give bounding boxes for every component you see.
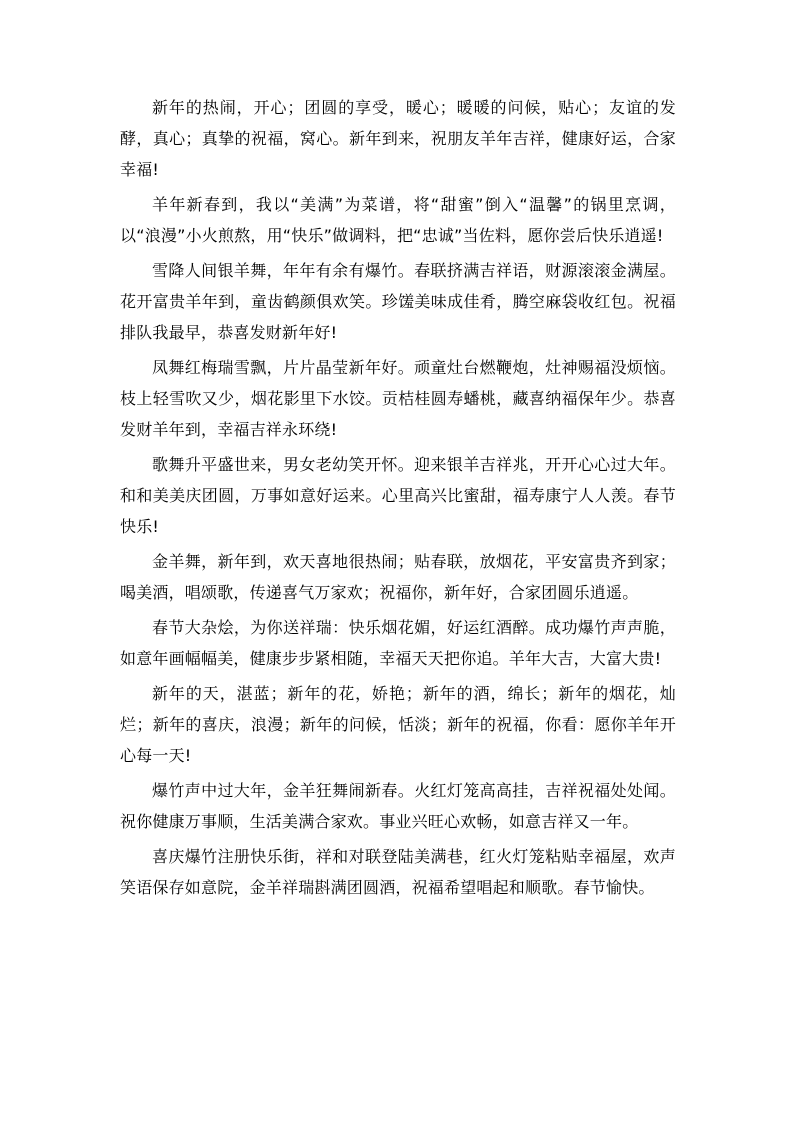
paragraph-3: 雪降人间银羊舞，年年有余有爆竹。春联挤满吉祥语，财源滚滚金满屋。花开富贵羊年到，童齿鹤颜俱欢笑。珍馐美味成佳肴，腾空麻袋收红包。祝福排队我最早，恭喜发财新年好! xyxy=(120,261,676,342)
paragraph-7: 春节大杂烩，为你送祥瑞：快乐烟花媚，好运红酒醉。成功爆竹声声脆，如意年画幅幅美，健康步步紧相随，幸福天天把你追。羊年大吉，大富大贵! xyxy=(120,618,676,668)
paragraph-6: 金羊舞，新年到，欢天喜地很热闹；贴春联，放烟花，平安富贵齐到家；喝美酒，唱颂歌，传递喜气万家欢；祝福你，新年好，合家团圆乐逍遥。 xyxy=(120,552,676,602)
paragraph-2: 羊年新春到，我以“美满”为菜谱，将“甜蜜”倒入“温馨”的锅里烹调，以“浪漫”小火煎熬，用“快乐”做调料，把“忠诚”当佐料，愿你尝后快乐逍遥! xyxy=(120,195,676,245)
paragraph-8: 新年的天，湛蓝；新年的花，娇艳；新年的酒，绵长；新年的烟花，灿烂；新年的喜庆，浪漫；新年的问候，恬淡；新年的祝福，你看：愿你羊年开心每一天! xyxy=(120,684,676,765)
document-body xyxy=(120,92,676,907)
paragraph-4: 凤舞红梅瑞雪飘，片片晶莹新年好。顽童灶台燃鞭炮，灶神赐福没烦恼。枝上轻雪吹又少，烟花影里下水饺。贡桔桂圆寿蟠桃，藏喜纳福保年少。恭喜发财羊年到，幸福吉祥永环绕! xyxy=(120,358,676,439)
paragraph-5: 歌舞升平盛世来，男女老幼笑开怀。迎来银羊吉祥兆，开开心心过大年。和和美美庆团圆，万事如意好运来。心里高兴比蜜甜，福寿康宁人人羡。春节快乐! xyxy=(120,455,676,536)
paragraph-9: 爆竹声中过大年，金羊狂舞闹新春。火红灯笼高高挂，吉祥祝福处处闻。祝你健康万事顺，生活美满合家欢。事业兴旺心欢畅，如意吉祥又一年。 xyxy=(120,781,676,831)
paragraph-10: 喜庆爆竹注册快乐街，祥和对联登陆美满巷，红火灯笼粘贴幸福屋，欢声笑语保存如意院，金羊祥瑞斟满团圆酒，祝福希望唱起和顺歌。春节愉快。 xyxy=(120,847,676,897)
paragraph-1: 新年的热闹，开心；团圆的享受，暖心；暖暖的问候，贴心；友谊的发酵，真心；真挚的祝福，窝心。新年到来，祝朋友羊年吉祥，健康好运，合家幸福! xyxy=(120,98,676,179)
